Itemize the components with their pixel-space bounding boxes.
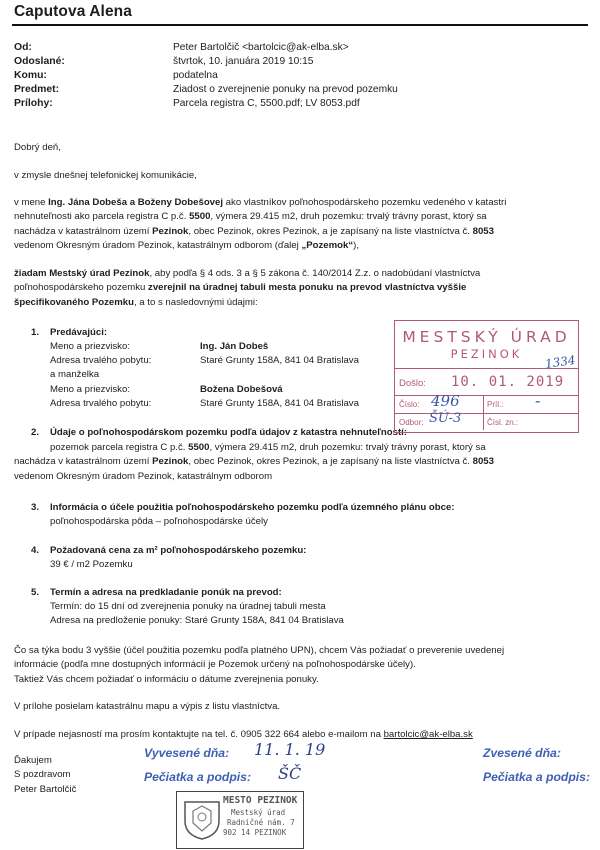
header-value-attachments[interactable]: Parcela registra C, 5500.pdf; LV 8053.pdf	[173, 98, 360, 109]
stamp-received-date: 10. 01. 2019	[451, 374, 565, 390]
section-3-text: poľnohospodárska pôda – poľnohospodárske účely	[50, 516, 268, 527]
section-2-number: 2.	[31, 427, 40, 438]
section-4-number: 4.	[31, 545, 40, 556]
coat-of-arms-icon	[182, 799, 222, 841]
paragraph-attachments: V prílohe posielam katastrálnu mapu a výpis z listu vlastníctva.	[14, 701, 281, 712]
seller2-address-label: Adresa trvalého pobytu:	[50, 398, 152, 409]
section-1-title: Predávajúci:	[50, 327, 108, 338]
stamp-signature-label-left: Pečiatka a podpis:	[144, 770, 252, 784]
stamp-number-hand: 496	[431, 392, 460, 410]
stamp-row-number	[395, 391, 578, 414]
section-5-number: 5.	[31, 587, 40, 598]
stamp-title: MESTSKÝ ÚRAD	[402, 328, 571, 346]
city-office-stamp	[176, 791, 304, 849]
email-link[interactable]: bartolcic@ak-elba.sk	[383, 729, 473, 740]
stamp-reference-label: Čísl. zn.:	[487, 418, 519, 427]
paragraph-owners: v mene Ing. Jána Dobeša a Boženy Dobešovej ako vlastníkov poľnohospodárskeho pozemku vedeného v katastri nehnuteľnosti ako parcela registra C p.č. 5500, výmera 29.415 m2, druh pozemku: trvalý trávny porast, ktorý sa nachádza v katastrálnom území Pezinok, obec Pezinok, okres Pezinok, a je zapísaný na liste vlastníctva č. 8053 vedenom Okresným úradom Pezinok, katastrálnym odborom (ďalej „Pozemok“),	[14, 197, 507, 252]
header-label-attachments: Prílohy:	[14, 98, 53, 109]
stamp-department-hand: ŠÚ-3	[429, 411, 462, 426]
stamp-handwritten-number: 1334	[544, 352, 577, 372]
header-label-sent: Odoslané:	[14, 56, 65, 67]
section-3-title: Informácia o účele použitia poľnohospodárskeho pozemku podľa územného plánu obce:	[50, 502, 455, 513]
signature: Ďakujem S pozdravom Peter Bartolčič	[14, 755, 77, 795]
header-value-from[interactable]: Peter Bartolčič <bartolcic@ak-elba.sk>	[173, 42, 349, 53]
header-label-subject: Predmet:	[14, 84, 60, 95]
stamp-number-label: Číslo:	[399, 400, 420, 409]
seller1-address-label: Adresa trvalého pobytu:	[50, 355, 152, 366]
stamp-row-received	[395, 368, 578, 395]
registry-stamp	[394, 320, 579, 433]
city-stamp-line3: Radničné nám. 7	[227, 818, 295, 827]
header-value-to[interactable]: podatelna	[173, 70, 218, 81]
stamp-city: PEZINOK	[450, 347, 523, 361]
seller2-name-value: Božena Dobešová	[200, 384, 283, 395]
header-label-to: Komu:	[14, 70, 47, 81]
stamp-received-label: Došlo:	[399, 378, 426, 389]
seller1-name-label: Meno a priezvisko:	[50, 341, 130, 352]
posted-date-hand: 11. 1. 19	[254, 740, 326, 759]
paragraph-request: žiadam Mestský úrad Pezinok, aby podľa § 4 ods. 3 a § 5 zákona č. 140/2014 Z.z. o nadobúdaní vlastníctva poľnohospodárskeho pozemku zverejnil na úradnej tabuli mesta ponuku na prevod vlastníctva vyššie špecifikovaného Pozemku, a to s nasledovnými údajmi:	[14, 268, 481, 308]
header-value-subject: Ziadost o zverejnenie ponuky na prevod pozemku	[173, 84, 398, 95]
section-2-title: Údaje o poľnohospodárskom pozemku podľa údajov z katastra nehnuteľností:	[50, 427, 408, 438]
stamp-department-label: Odbor:	[399, 418, 424, 427]
city-stamp-line4: 902 14 PEZINOK	[223, 828, 287, 837]
sender-name: Caputova Alena	[14, 3, 132, 20]
header-divider	[12, 24, 588, 26]
section-4-title: Požadovaná cena za m² poľnohospodárskeho pozemku:	[50, 545, 307, 556]
paragraph-upn: Čo sa týka bodu 3 vyššie (účel použitia pozemku podľa platného UPN), chcem Vás požiadať o preverenie uvedenej informácie (podľa mne dostupných informácií je Pozemok určený na poľnohospodárske účely). Taktiež Vás chcem požiadať o informáciu o dátume zverejnenia ponuky.	[14, 645, 505, 685]
section-2-text: pozemok parcela registra C p.č. 5500, výmera 29.415 m2, druh pozemku: trvalý trávny porast, ktorý sa nachádza v katastrálnom území Pezinok, obec Pezinok, okres Pezinok, a je zapísaný na liste vlastníctva č. 8053 vedenom Okresným úradom Pezinok, katastrálnym odborom	[14, 442, 494, 482]
paragraph-contact: V prípade nejasností ma prosím kontaktujte na tel. č. 0905 322 664 alebo e-mailom na bartolcic@ak-elba.sk	[14, 729, 473, 740]
stamp-attachments-label: Príl.:	[487, 400, 504, 409]
intro-line: v zmysle dnešnej telefonickej komunikácie,	[14, 170, 197, 181]
section-4-text: 39 € / m2 Pozemku	[50, 559, 133, 570]
removed-date-label: Zvesené dňa:	[483, 746, 561, 760]
section-5-title: Termín a adresa na predkladanie ponúk na prevod:	[50, 587, 282, 598]
posted-date-label: Vyvesené dňa:	[144, 746, 230, 760]
section-5-address: Adresa na predloženie ponuky: Staré Grunty 158A, 841 04 Bratislava	[50, 615, 344, 626]
header-label-from: Od:	[14, 42, 32, 53]
signature-hand-left: ŠČ	[278, 764, 302, 783]
seller2-name-label: Meno a priezvisko:	[50, 384, 130, 395]
section-1-number: 1.	[31, 327, 40, 338]
header-value-sent: štvrtok, 10. januára 2019 10:15	[173, 56, 314, 67]
stamp-signature-label-right: Pečiatka a podpis:	[483, 770, 591, 784]
stamp-column-divider	[483, 395, 484, 430]
city-stamp-line2: Mestský úrad	[231, 808, 286, 817]
seller2-address-value: Staré Grunty 158A, 841 04 Bratislava	[200, 398, 359, 409]
city-stamp-line1: MESTO PEZINOK	[223, 795, 298, 806]
stamp-attachments-hand: -	[535, 391, 541, 410]
section-3-number: 3.	[31, 502, 40, 513]
conjunction: a manželka	[50, 369, 100, 380]
seller1-name-value: Ing. Ján Dobeš	[200, 341, 269, 352]
seller1-address-value: Staré Grunty 158A, 841 04 Bratislava	[200, 355, 359, 366]
section-5-deadline: Termín: do 15 dní od zverejnenia ponuky na úradnej tabuli mesta	[50, 601, 326, 612]
stamp-row-department	[395, 413, 578, 431]
greeting: Dobrý deň,	[14, 142, 61, 153]
